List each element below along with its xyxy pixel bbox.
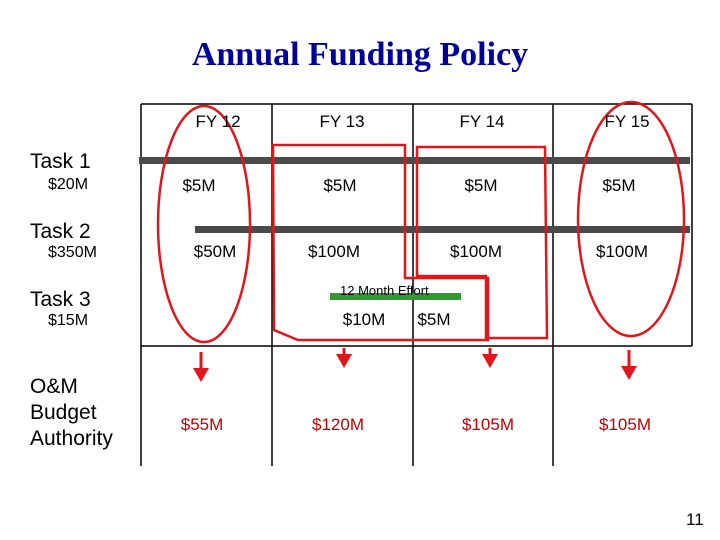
task3-effort-label: 12 Month Effort (340, 283, 429, 298)
budget-authority-fy13: $120M (312, 415, 364, 434)
task3-fy14-amount: $5M (417, 310, 451, 329)
task3-fy13-amount: $10M (342, 310, 386, 329)
task1-fy15-amount: $5M (602, 176, 636, 195)
task1-bar (139, 157, 690, 164)
task2-fy13-amount: $100M (308, 242, 360, 261)
task1-fy12-amount: $5M (182, 176, 216, 195)
budget-authority-fy15: $105M (599, 415, 651, 434)
task3-total: $15M (48, 312, 89, 329)
fy-header-1: FY 12 (195, 112, 241, 131)
task2-fy12-amount: $50M (193, 242, 237, 261)
page-number: 11 (686, 510, 704, 529)
fy-header-4: FY 15 (604, 112, 650, 131)
arrow-fy14 (482, 348, 498, 368)
slide-title: Annual Funding Policy (191, 36, 529, 73)
fy12-highlight-ellipse (158, 106, 250, 342)
fy-header-2: FY 13 (319, 112, 365, 131)
fy-header-3: FY 14 (459, 112, 505, 131)
fy15-highlight-ellipse (578, 102, 684, 336)
task2-bar (195, 226, 690, 233)
task1-total: $20M (48, 176, 89, 193)
task3-name: Task 3 (30, 288, 91, 311)
arrow-fy12 (193, 352, 209, 382)
budget-authority-fy14: $105M (462, 415, 514, 434)
task2-name: Task 2 (30, 220, 91, 243)
task2-total: $350M (48, 244, 97, 261)
task2-fy14-amount: $100M (450, 242, 502, 261)
task2-fy15-amount: $100M (596, 242, 648, 261)
om-budget-authority-label: O&M Budget Authority (30, 375, 113, 450)
budget-authority-fy12: $55M (180, 415, 224, 434)
task1-fy14-amount: $5M (464, 176, 498, 195)
task1-fy13-amount: $5M (323, 176, 357, 195)
arrow-fy13 (336, 348, 352, 368)
arrow-fy15 (621, 350, 637, 380)
task1-name: Task 1 (30, 150, 91, 173)
